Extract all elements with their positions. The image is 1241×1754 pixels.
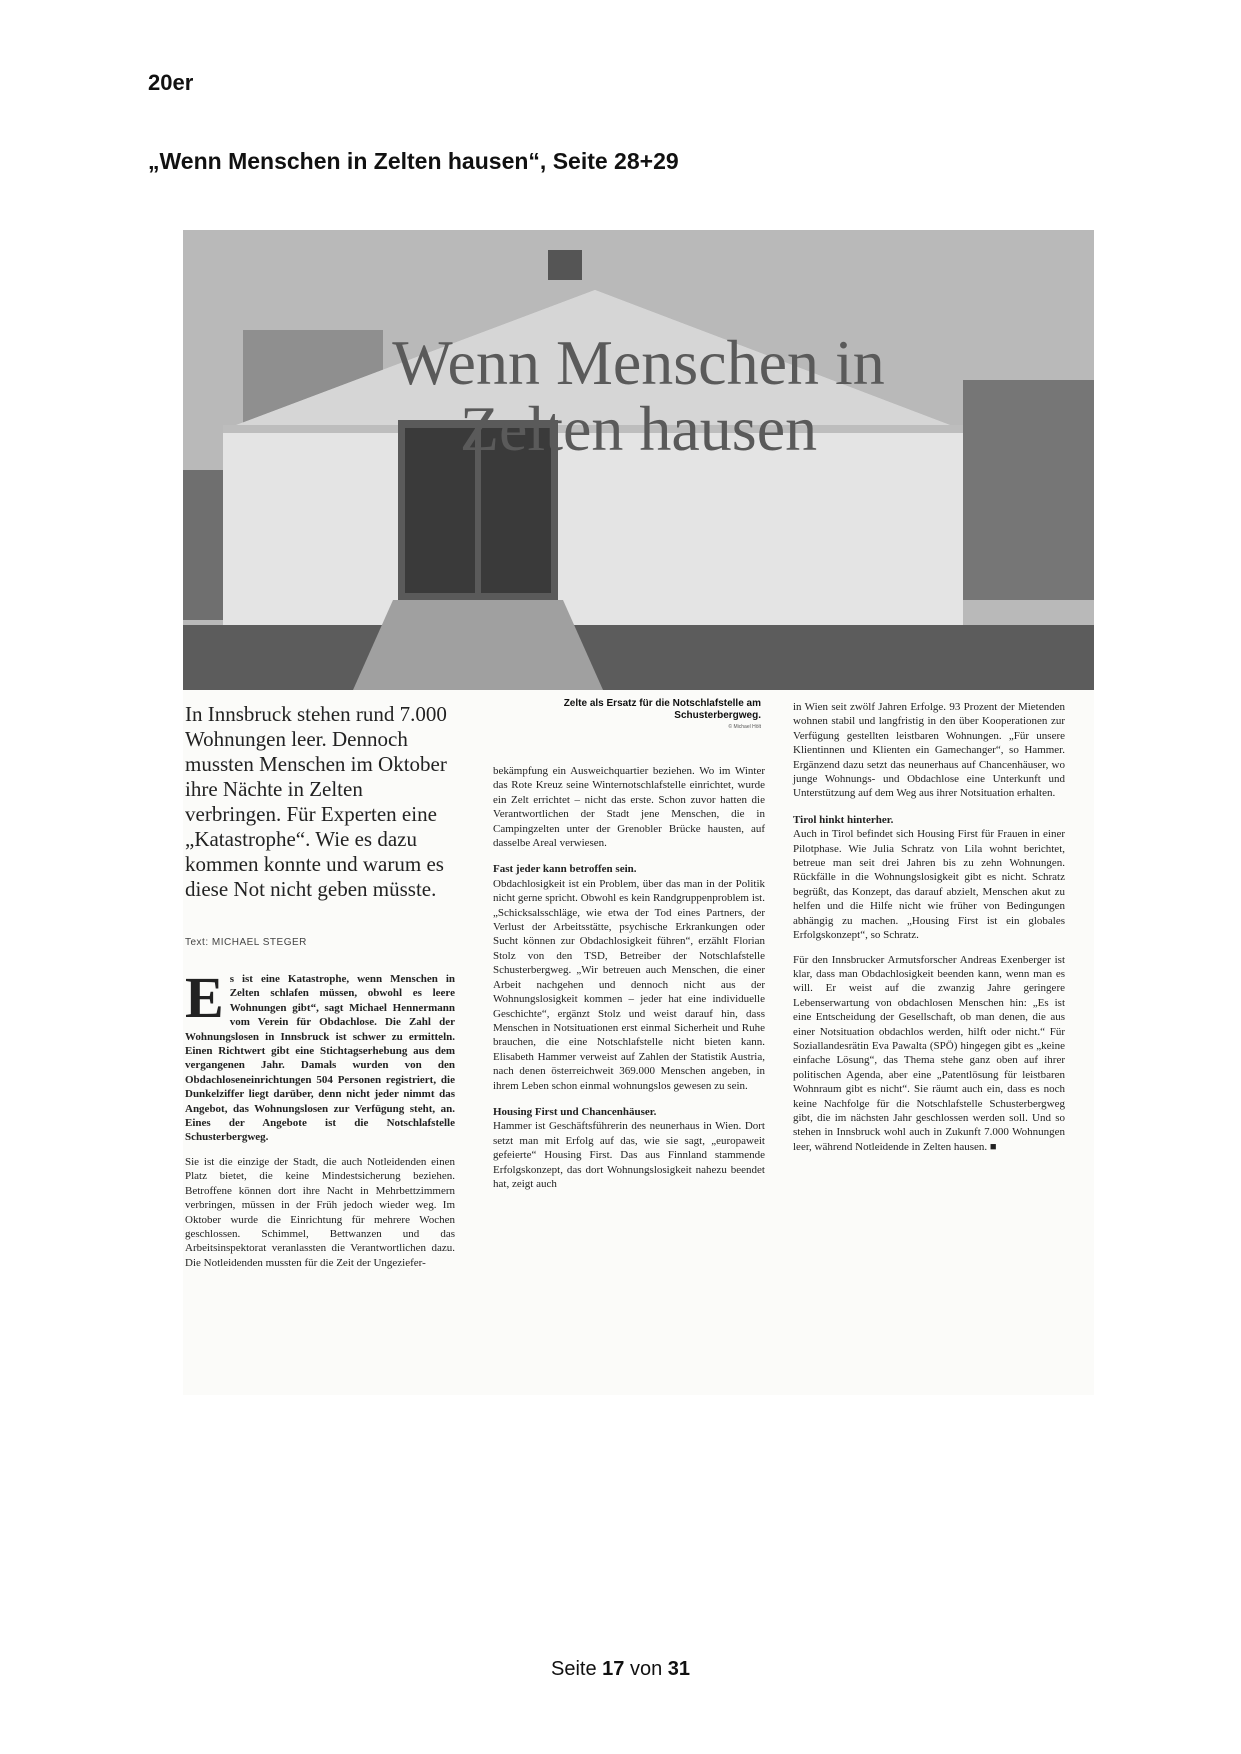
paragraph: Hammer ist Geschäftsführerin des neunerhaus in Wien. Dort setzt man mit Erfolg auf das, wie sie sagt, „europaweit gefeierte“ Housing First. Das aus Finnland stammende Erfolgskonzept, das dort Wohnungslosigkeit nahezu beendet hat, zeigt auch bbox=[493, 1120, 765, 1190]
article-photo bbox=[183, 230, 1094, 690]
paragraph bbox=[793, 953, 1065, 1155]
document-title: „Wenn Menschen in Zelten hausen“, Seite 28+29 bbox=[148, 148, 679, 174]
article-column-1 bbox=[185, 965, 455, 1280]
article-scan bbox=[183, 230, 1094, 1395]
page-footer bbox=[0, 1658, 1241, 1681]
photo-headline-line2: Zelten hausen bbox=[459, 393, 818, 464]
article-byline: Text: MICHAEL STEGER bbox=[185, 937, 307, 948]
paragraph: bekämpfung ein Ausweichquartier beziehen. Wo im Winter das Rote Kreuz seine Winternotschlafstelle einrichtet, wurde ein Zelt errichtet – nicht das erste. Schon zuvor hatten die Verantwortlichen der Stadt jene Menschen, die in Campingzelten unter der Grenobler Brücke hausten, auf dasselbe Areal verwiesen. bbox=[493, 765, 765, 850]
article-lead: In Innsbruck stehen rund 7.000 Wohnungen leer. Dennoch mussten Menschen im Oktober ihre Nächte in Zelten verbringen. Für Experten eine „Katastrophe“. Wie es dazu kommen konnte und warum es diese Not nicht geben müsste. bbox=[185, 702, 447, 901]
current-page-number: 17 bbox=[602, 1658, 625, 1680]
photo-headline bbox=[183, 327, 1094, 464]
photo-caption: Zelte als Ersatz für die Notschlafstelle am Schusterbergweg. bbox=[563, 698, 761, 721]
intro-paragraph bbox=[185, 965, 455, 1145]
paragraph: Sie ist die einzige der Stadt, die auch Notleidenden einen Platz bietet, die keine Mindestsicherung beziehen. Betroffene können dort ihre Nacht in Mehrbettzimmern verbringen, müssen in der Früh jedoch wieder weg. Im Oktober wurde die Einrichtung für mehrere Wochen geschlossen. Schimmel, Bettwanzen und das Arbeitsinspektorat veranlassten die Verantwortlichen dazu. Die Notleidenden mussten für die Zeit der Ungeziefer- bbox=[185, 1155, 455, 1269]
document-label: 20er bbox=[148, 70, 194, 95]
total-pages: 31 bbox=[667, 1658, 690, 1680]
drop-cap: E bbox=[185, 965, 224, 1030]
paragraph-text: Für den Innsbrucker Armutsforscher Andreas Exenberger ist klar, dass man Obdachlosigkeit beenden kann, wenn man es will. Er weist auf die zwanzig Jahre geringere Lebenserwartung von obdachlosen Menschen hin: „Es ist eine Entscheidung der Gesellschaft, ob man denen, die aus einer Notsituation obdachlos werden, hilft oder nicht.“ Für Soziallandesrätin Eva Pawalta (SPÖ) hingegen gibt es „keine einfache Lösung“, das Thema stehe ganz oben auf ihrer politischen Agenda, aber eine „Patentlösung für leistbaren Wohnraum gibt es nicht“. Sie räumt auch ein, dass es noch keine Nachfolge für die Notschlafstelle Schusterbergweg gibt, die im nächsten Jahr geschlossen werden soll. Und so stehen in Innsbruck wohl auch in Zukunft 7.000 Wohnungen leer, während Notleidende in Zelten hausen. bbox=[793, 953, 1065, 1153]
subheading: Housing First und Chancenhäuser. bbox=[493, 1105, 657, 1118]
photo-credit: © Michael Hölt bbox=[728, 724, 761, 730]
footer-prefix: Seite bbox=[550, 1658, 603, 1680]
paragraph: Auch in Tirol befindet sich Housing First für Frauen in einer Pilotphase. Wie Julia Schratz von Lila wohnt berichtet, betreue man seit drei Jahren bis zu zehn Wohnungen. Rückfälle in die Wohnungslosigkeit gibt es nicht. Schratz begrüßt, das Konzept, das darauf abzielt, Menschen akut zu helfen und die Hilfe nicht wie früher von Bedingungen abhängig zu machen. „Housing First ist ein globales Erfolgskonzept“, so Schratz. bbox=[793, 828, 1065, 942]
end-mark: ■ bbox=[989, 1140, 997, 1153]
article-column-2 bbox=[493, 764, 765, 1201]
paragraph: Obdachlosigkeit ist ein Problem, über das man in der Politik nicht gerne spricht. Obwohl es kein Randgruppenproblem ist. „Schicksalsschläge, wie etwa der Tod eines Partners, der Verlust der Arbeitsstätte, psychische Erkrankungen oder Sucht können zur Obdachlosigkeit führen“, erzählt Florian Stolz von den TSD, Betreiber der Notschlafstelle Schusterbergweg. „Wir betreuen auch Menschen, die einer Arbeit nachgehen und dennoch nicht aus der Wohnungslosigkeit kommen – jeder hat eine individuelle Geschichte“, ergänzt Stolz und weist darauf hin, dass Menschen in Notsituationen erst einmal Sicherheit und Ruhe brauchen, die eine Notschlafstelle nicht bieten kann. Elisabeth Hammer verweist auf Zahlen der Statistik Austria, nach denen österreichweit 369.000 Menschen angeben, in ihrem Leben schon einmal wohnungslos gewesen zu sein. bbox=[493, 877, 765, 1092]
footer-middle: von bbox=[624, 1658, 668, 1680]
subheading: Tirol hinkt hinterher. bbox=[793, 813, 894, 826]
paragraph: in Wien seit zwölf Jahren Erfolge. 93 Prozent der Mietenden wohnen stabil und langfristig in den über Kooperationen zur Verfügung gestellten leistbaren Wohnungen. „Für unsere Klientinnen und Klienten ein Gamechanger“, so Hammer. Ergänzend dazu setzt das neunerhaus auf Chancenhäuser, wo junge Wohnungs- und Obdachlose eine Unterkunft und Unterstützung auf dem Weg aus ihrer Notsituation erhalten. bbox=[793, 701, 1065, 800]
subheading: Fast jeder kann betroffen sein. bbox=[493, 863, 637, 876]
intro-text: s ist eine Katastrophe, wenn Menschen in Zelten schlafen müssen, obwohl es leere Wohnungen gibt“, sagt Michael Hennermann vom Verein für Obdachlose. Die Zahl der Wohnungslosen in Innsbruck ist schwer zu ermitteln. Einen Richtwert gibt eine Stichtagserhebung aus dem vergangenen Jahr. Damals wurden von den Obdachloseneinrichtungen 504 Personen registriert, die Dunkelziffer liegt darüber, denn nicht jeder nimmt das Angebot, das Wohnungslosen zur Verfügung steht, an. Eines der Angebote ist die Notschlafstelle Schusterbergweg. bbox=[185, 973, 455, 1144]
article-column-3 bbox=[793, 700, 1065, 1164]
photo-headline-line1: Wenn Menschen in bbox=[392, 327, 885, 398]
